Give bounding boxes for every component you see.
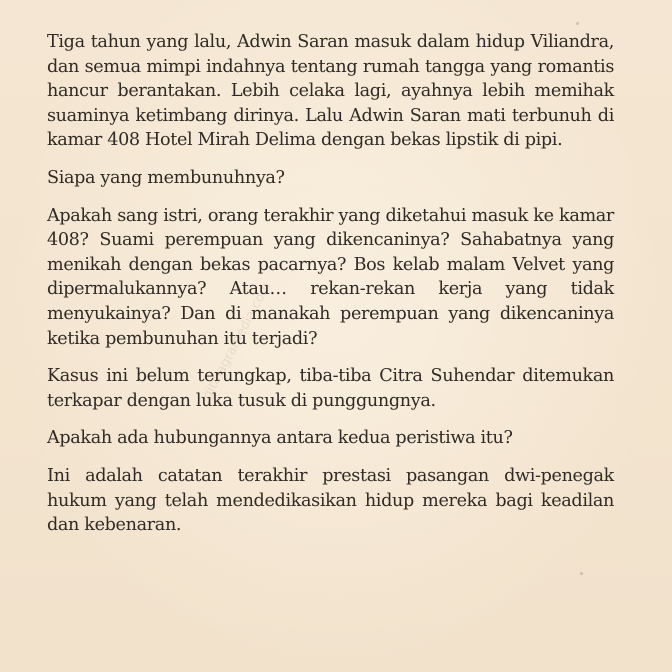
- paragraph-2: Siapa yang membunuhnya?: [47, 167, 285, 188]
- paragraph-1: Tiga tahun yang lalu, Adwin Saran masuk dalam hidup Viliandra, dan semua mimpi indahnya tentang rumah tangga yang romantis hancur berantakan. Lebih celaka lagi, ayahnya lebih memihak suaminya ketimbang dirinya. Lalu Adwin Saran mati terbunuh di kamar 408 Hotel Mirah Delima dengan bekas lipstik di pipi.: [47, 32, 614, 151]
- paper-speck: [580, 572, 583, 575]
- paragraph-4: Kasus ini belum terungkap, tiba-tiba Citra Suhendar ditemukan terkapar dengan luka tusuk di punggungnya.: [47, 366, 614, 411]
- paper-speck: [576, 22, 579, 25]
- synopsis-text: [47, 30, 614, 551]
- paragraph-6: Ini adalah catatan terakhir prestasi pasangan dwi-penegak hukum yang telah mendedikasikan hidup mereka bagi keadilan dan kebenaran.: [47, 465, 614, 536]
- paragraph-3: Apakah sang istri, orang terakhir yang diketahui masuk ke kamar 408? Suami perempuan yang dikencaninya? Sahabatnya yang menikah dengan bekas pacarnya? Bos kelab malam Velvet yang dipermalukannya? Atau… rekan-rekan kerja yang tidak menyukainya? Dan di manakah perempuan yang dikencaninya ketika pembunuhan itu terjadi?: [47, 205, 614, 349]
- paragraph-5: Apakah ada hubungannya antara kedua peristiwa itu?: [47, 428, 513, 449]
- watermark: gitalagramedia.com: [200, 279, 275, 403]
